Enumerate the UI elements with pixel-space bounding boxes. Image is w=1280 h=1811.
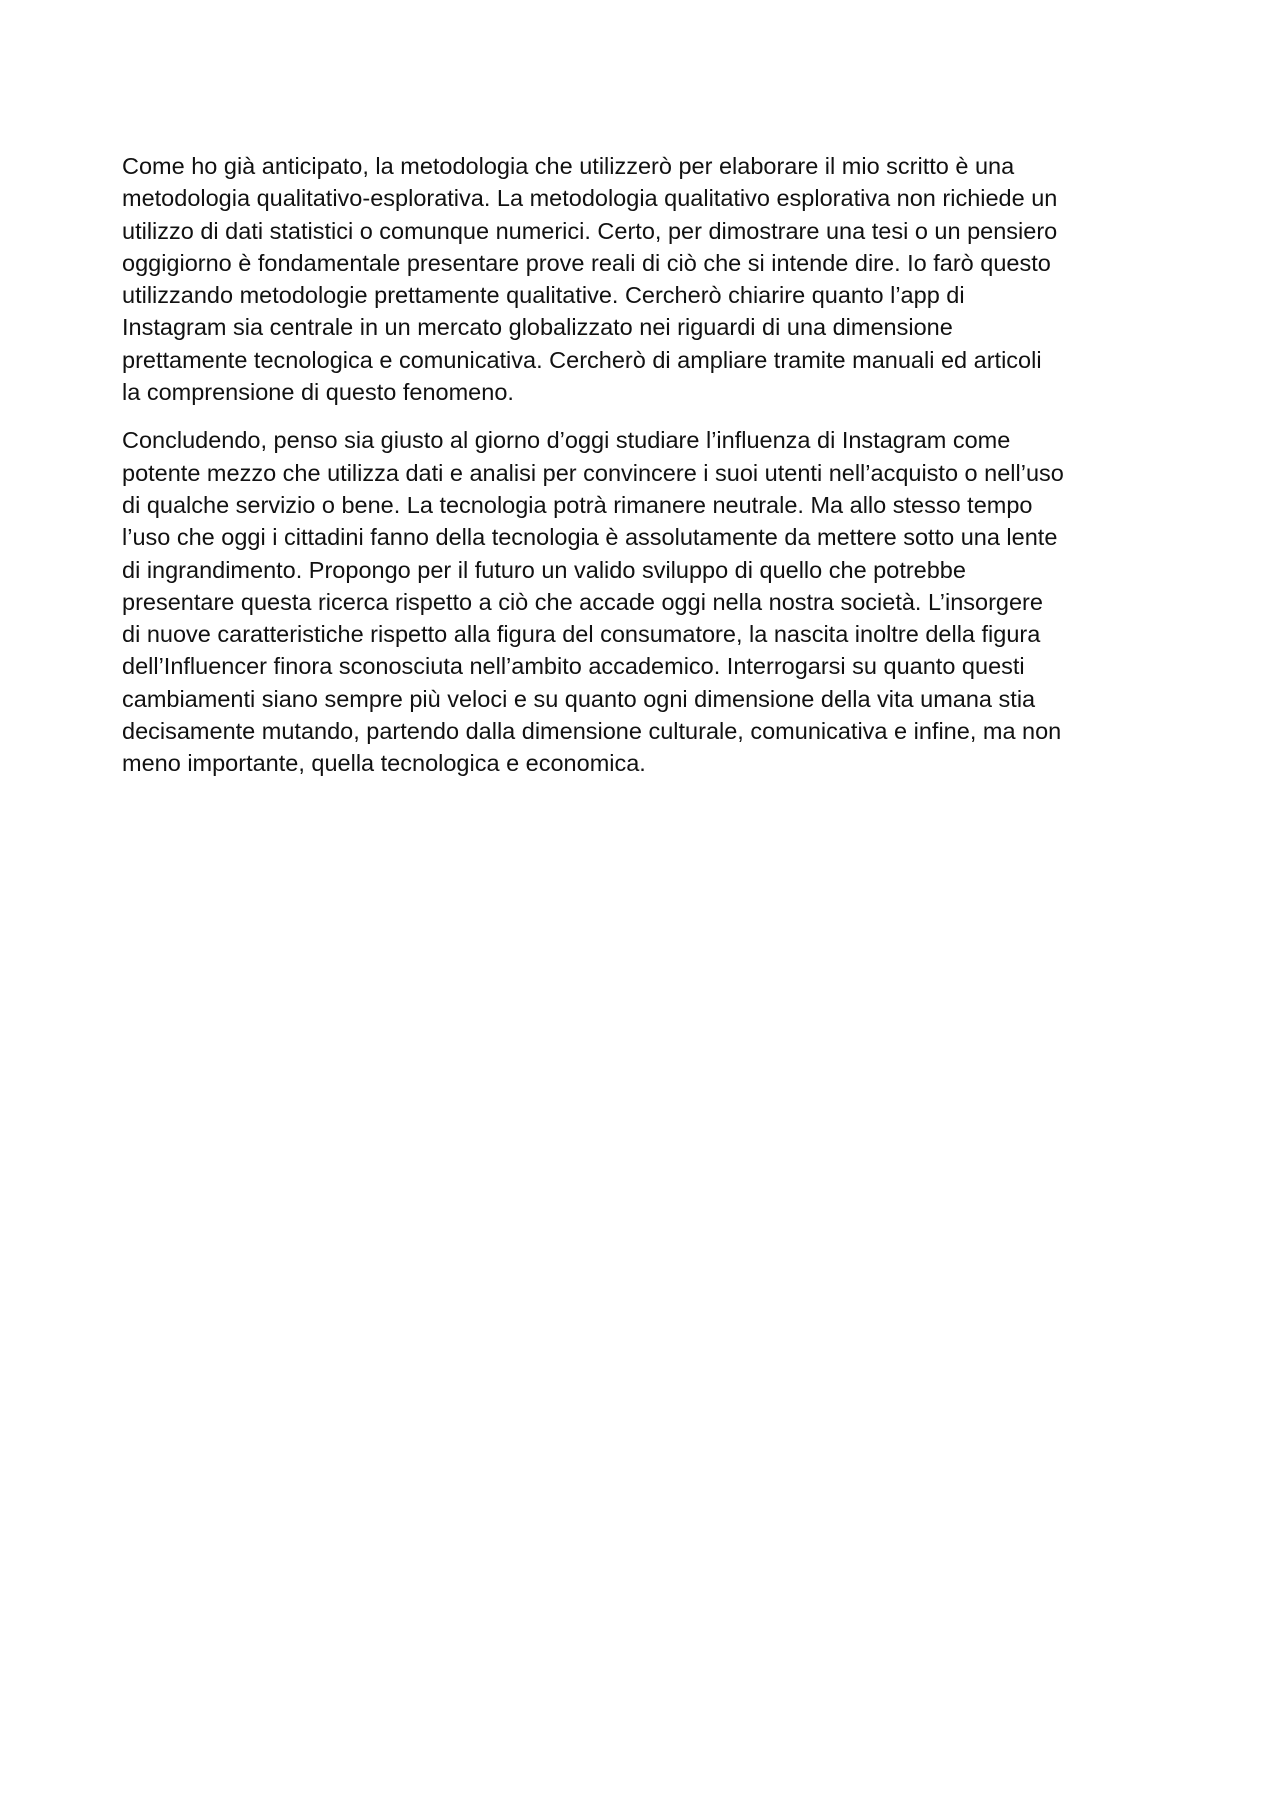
text-line: Come ho già anticipato, la metodologia che utilizzerò per elaborare il mio scritto è una <box>122 153 1015 179</box>
text-line: metodologia qualitativo-esplorativa. La metodologia qualitativo esplorativa non richiede un <box>122 185 1058 212</box>
paragraph-methodology <box>122 150 1162 408</box>
text-line: utilizzo di dati statistici o comunque numerici. Certo, per dimostrare una tesi o un pensiero <box>122 217 1058 244</box>
text-line: la comprensione di questo fenomeno. <box>122 379 514 406</box>
text-line: di ingrandimento. Propongo per il futuro un valido sviluppo di quello che potrebbe <box>122 556 966 583</box>
text-line: prettamente tecnologica e comunicativa. Cercherò di ampliare tramite manuali ed articoli <box>122 346 1042 373</box>
paragraph-conclusion <box>122 424 1162 779</box>
text-line: Instagram sia centrale in un mercato globalizzato nei riguardi di una dimensione <box>122 314 953 341</box>
text-line: di qualche servizio o bene. La tecnologia potrà rimanere neutrale. Ma allo stesso tempo <box>122 491 1033 518</box>
text-line: meno importante, quella tecnologica e economica. <box>122 750 646 777</box>
text-line: l’uso che oggi i cittadini fanno della tecnologia è assolutamente da mettere sotto una lente <box>122 524 1058 551</box>
text-line: Concludendo, penso sia giusto al giorno d’oggi studiare l’influenza di Instagram come <box>122 427 1011 454</box>
document-body <box>122 150 1162 796</box>
text-line: utilizzando metodologie prettamente qualitative. Cercherò chiarire quanto l’app di <box>122 282 965 309</box>
text-line: potente mezzo che utilizza dati e analisi per convincere i suoi utenti nell’acquisto o nell’uso <box>122 459 1064 486</box>
text-line: presentare questa ricerca rispetto a ciò che accade oggi nella nostra società. L’insorgere <box>122 588 1043 615</box>
text-line: di nuove caratteristiche rispetto alla figura del consumatore, la nascita inoltre della figura <box>122 621 1041 648</box>
text-line: dell’Influencer finora sconosciuta nell’ambito accademico. Interrogarsi su quanto questi <box>122 653 1025 680</box>
text-line: decisamente mutando, partendo dalla dimensione culturale, comunicativa e infine, ma non <box>122 718 1062 745</box>
text-line: oggigiorno è fondamentale presentare prove reali di ciò che si intende dire. Io farò questo <box>122 249 1051 276</box>
text-line: cambiamenti siano sempre più veloci e su quanto ogni dimensione della vita umana stia <box>122 685 1036 712</box>
